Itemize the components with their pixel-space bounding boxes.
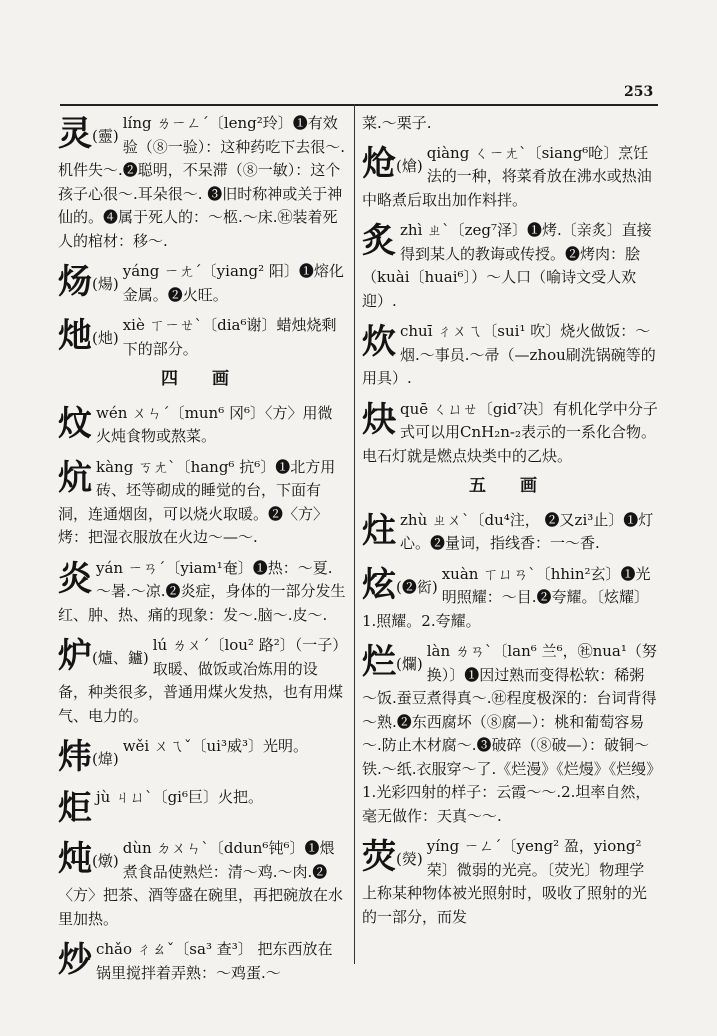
dictionary-entry xyxy=(362,320,658,391)
definition-text: chǎo ㄔㄠˇ〔sa³ 查³〕 把东西放在锅里搅拌着弄熟：～鸡蛋.～ xyxy=(96,940,333,982)
headword-char: 灺 xyxy=(58,316,92,356)
page-number: 253 xyxy=(624,84,654,100)
dictionary-entry xyxy=(362,219,658,313)
header-rule xyxy=(60,104,658,106)
definition-text: xuàn ㄒㄩㄢˋ〔hhin²玄〕❶光明照耀：～目.❷夸耀。〔炫耀〕1.照耀。2.夸耀。 xyxy=(362,564,651,630)
traditional-form: (燉) xyxy=(92,852,119,870)
dictionary-entry xyxy=(58,314,346,361)
headword xyxy=(362,565,438,607)
headword-char: 炝 xyxy=(362,143,396,184)
definition-text: dùn ㄉㄨㄣˋ〔ddun⁶钝⁶〕❶煨煮食品使熟烂：清～鸡.～肉.❷〈方〉把茶、酒等盛在碗里，再把碗放在水里加热。 xyxy=(58,839,344,928)
dictionary-entry xyxy=(362,835,658,929)
headword xyxy=(58,559,92,601)
traditional-form: (熗) xyxy=(396,156,423,175)
definition-text: zhì ㄓˋ〔zeg⁷泽〕❶烤.〔亲炙〕直接得到某人的教诲或传授。❷烤肉：脍（kuài〔huai⁶〕）～人口（喻诗文受人欢迎）. xyxy=(362,221,652,310)
dictionary-entry xyxy=(362,509,658,556)
traditional-form: (灺) xyxy=(92,329,119,347)
section-title-four-strokes: 四 画 xyxy=(161,369,243,389)
dictionary-entry xyxy=(362,640,658,828)
headword xyxy=(58,262,119,304)
definition-text: làn ㄌㄢˋ〔lan⁶ 兰⁶，㊓nua¹（努换）〕❶因过熟而变得松软：稀粥～饭.蚕豆煮得真～.㊓程度极深的：台词背得～熟.❷东西腐坏（⑧腐—）：桃和葡萄容易～.防止木材腐～.❸破碎（⑧破—）：破铜～铁.～纸.衣服穿～了.《烂漫》《烂熳》《烂缦》1.光彩四射的样子：云霞～～.2.坦率自然，毫无做作：天真～～. xyxy=(362,642,657,825)
headword xyxy=(362,221,396,263)
headword xyxy=(58,839,119,881)
definition-text: zhù ㄓㄨˋ〔du⁴注， ❷又zi³止〕❶灯心。❷量词，指线香：一～香. xyxy=(400,510,654,552)
left-column xyxy=(58,112,346,992)
headword xyxy=(58,316,119,358)
dictionary-entry xyxy=(58,735,346,779)
definition-text: kàng ㄎㄤˋ〔hang⁶ 抗⁶〕❶北方用砖、坯等砌成的睡觉的台，下面有洞，连通烟囱，可以烧火取暖。❷〈方〉烤：把湿衣服放在火边～—～. xyxy=(58,457,336,546)
headword-char: 炖 xyxy=(58,839,92,879)
headword xyxy=(58,737,119,779)
dictionary-entry xyxy=(58,938,346,985)
dictionary-entry xyxy=(58,112,346,253)
headword xyxy=(58,940,92,982)
headword-char: 炷 xyxy=(362,510,396,551)
headword-char: 荧 xyxy=(362,837,396,877)
dictionary-entry xyxy=(58,456,346,550)
headword-char: 炉 xyxy=(58,636,92,676)
definition-text: lú ㄌㄨˊ〔lou² 路²〕（一子）取暖、做饭或冶炼用的设备，种类很多，普通用煤火发热，也有用煤气、电力的。 xyxy=(58,636,344,725)
headword-char: 炙 xyxy=(362,221,396,261)
column-divider xyxy=(354,104,355,964)
definition-text: jù ㄐㄩˋ〔gi⁶巨〕火把。 xyxy=(96,788,263,806)
headword-char: 炀 xyxy=(58,262,92,302)
dictionary-entry xyxy=(362,142,658,213)
definition-text: yán ㄧㄢˊ〔yiam¹奄〕❶热：～夏.～暑.～凉.❷炎症，身体的一部分发生红、肿、热、痛的现象：发～.脑～.皮～. xyxy=(58,558,346,624)
dictionary-entry xyxy=(362,563,658,634)
right-column xyxy=(362,112,658,936)
left-entries xyxy=(58,112,346,361)
headword-char: 烂 xyxy=(362,642,396,682)
headword-char: 炎 xyxy=(58,558,92,599)
traditional-form: (爛) xyxy=(396,655,423,673)
headword xyxy=(58,788,92,830)
headword xyxy=(58,114,119,156)
headword-char: 炫 xyxy=(362,564,396,605)
headword-char: 炕 xyxy=(58,457,92,498)
headword xyxy=(362,144,423,186)
continuation-text: 菜.～栗子. xyxy=(362,114,432,132)
headword xyxy=(362,400,396,442)
definition-text: yáng ㄧㄤˊ〔yiang² 阳〕❶熔化金属。❷火旺。 xyxy=(122,262,344,304)
headword xyxy=(362,322,396,364)
headword xyxy=(362,511,396,553)
traditional-form: (煬) xyxy=(92,275,119,293)
headword-char: 炜 xyxy=(58,737,92,777)
definition-text: qiàng ㄑㄧㄤˋ〔siang⁶呛〕烹饪法的一种，将菜肴放在沸水或热油中略煮后取出加作料拌。 xyxy=(362,143,652,209)
traditional-form: (煒) xyxy=(92,750,119,768)
traditional-form: (靈) xyxy=(92,127,119,145)
dictionary-entry xyxy=(58,837,346,931)
definition-text: wén ㄨㄣˊ〔mun⁶ 冈⁶〕〈方〉用微火炖食物或熬菜。 xyxy=(96,403,333,445)
definition-text: chuī ㄔㄨㄟ〔sui¹ 吹〕烧火做饭：～烟.～事员.～帚（—zhou刷洗锅碗等的用具）. xyxy=(362,322,656,387)
headword-char: 炆 xyxy=(58,403,92,444)
dictionary-entry xyxy=(58,402,346,449)
definition-text: líng ㄌㄧㄥˊ〔leng²玲〕❶有效验（⑧一验）：这种药吃下去很～.机件失～.❷聪明，不呆滞（⑧一敏）：这个孩子心很～.耳朵很～. ❸旧时称神或关于神仙的。❹属于死人的：～柩.～床.㊓装着死人的棺材：移～. xyxy=(58,114,345,250)
section-title-five-strokes: 五 画 xyxy=(469,476,551,496)
traditional-form: (❷衒) xyxy=(396,577,438,596)
dictionary-entry xyxy=(58,260,346,307)
definition-text: xiè ㄒㄧㄝˋ〔dia⁶谢〕蜡烛烧剩下的部分。 xyxy=(122,316,337,358)
headword xyxy=(58,404,92,446)
dictionary-entry xyxy=(58,634,346,728)
traditional-form: (熒) xyxy=(396,850,423,868)
definition-text: quē ㄑㄩㄝ〔gid⁷决〕有机化学中分子式可以用CnH₂n-₂表示的一系化合物。电石灯就是燃点炔类中的乙炔。 xyxy=(362,399,658,465)
headword-char: 炊 xyxy=(362,322,396,362)
headword-char: 炒 xyxy=(58,940,92,980)
traditional-form: (爐、鑪) xyxy=(92,649,149,667)
headword xyxy=(58,636,149,678)
headword xyxy=(362,642,423,684)
headword-char: 炬 xyxy=(58,788,92,828)
dictionary-entry xyxy=(362,398,658,469)
headword-char: 灵 xyxy=(58,114,92,154)
headword-char: 炔 xyxy=(362,399,396,440)
headword xyxy=(362,837,423,879)
headword xyxy=(58,458,92,500)
left-entries-2 xyxy=(58,402,346,986)
definition-text: yíng ㄧㄥˊ〔yeng² 盈，yiong²荣〕微弱的光亮。〔荧光〕物理学上称某种物体被光照射时，吸收了照射的光的一部分，而发 xyxy=(362,837,648,926)
right-entries-2 xyxy=(362,509,658,930)
definition-text: wěi ㄨㄟˇ〔ui³威³〕光明。 xyxy=(122,737,308,755)
dictionary-entry xyxy=(58,557,346,628)
right-entries xyxy=(362,142,658,469)
dictionary-entry xyxy=(58,786,346,830)
